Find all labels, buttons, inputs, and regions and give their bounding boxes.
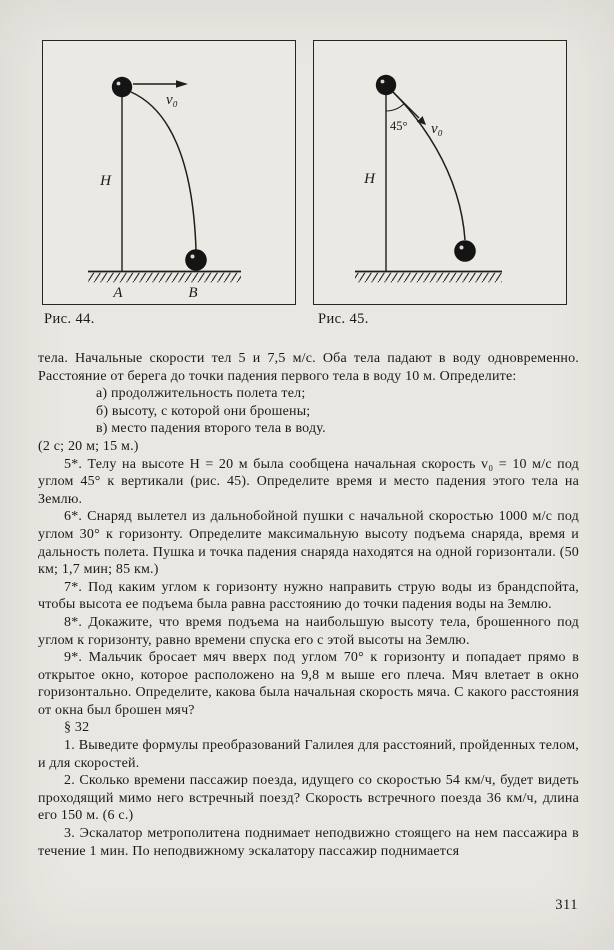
figure-44-caption: Рис. 44.: [44, 311, 95, 327]
list-item-a: а) продолжительность полета тел;: [96, 386, 306, 402]
section32-problem-1: 1. Выведите формулы преобразований Галилея для расстояний, пройденных телом, и для скоростей.: [38, 738, 579, 771]
list-item-v: в) место падения второго тела в воду.: [96, 421, 326, 437]
figure-44: [42, 40, 296, 305]
label-height: H: [364, 171, 375, 187]
list-item-b: б) высоту, с которой они брошены;: [96, 403, 311, 419]
ball-start: [112, 77, 132, 97]
ball-start: [376, 75, 396, 95]
label-v0: v₀: [431, 121, 443, 137]
paragraph-continuation: тела. Начальные скорости тел 5 и 7,5 м/с. Оба тела падают в воду одновременно. Расстояние от берега до точки падения первого тела в воду 10 м. Определите:: [38, 351, 579, 384]
ball-end-highlight: [460, 246, 464, 250]
section32-problem-2: 2. Сколько времени пассажир поезда, идущего со скоростью 54 км/ч, будет видеть проходящий мимо него встречный поезд? Скорость встречного поезда 36 км/ч, длина его 150 м. (6 с.): [38, 773, 579, 824]
problem-5: 5*. Телу на высоте H = 20 м была сообщена начальная скорость v₀ = 10 м/с под углом 45° к вертикали (рис. 45). Определите время и место падения этого тела на Землю.: [38, 456, 579, 507]
trajectory-curve: [131, 92, 196, 250]
angle-arc: [386, 103, 404, 111]
ground-hatching: [88, 273, 241, 283]
label-point-b: B: [188, 285, 198, 301]
page-number: 311: [555, 897, 578, 913]
problem-7: 7*. Под каким углом к горизонту нужно направить струю воды из брандспойта, чтобы высота ее подъема была равна расстоянию до точки падения воды на Землю.: [38, 579, 579, 613]
figure-45-drawing: [314, 41, 564, 303]
problem-9: 9*. Мальчик бросает мяч вверх под углом 70° к горизонту и попадает прямо в открытое окно, которое расположено на 9,8 м выше его плеча. Мяч влетает в окно горизонтально. Определите, какова была начальная скорость мяча. С какого расстояния от окна был брошен мяч?: [38, 650, 579, 718]
trajectory-curve: [393, 92, 465, 240]
problem-8: 8*. Докажите, что время подъема на наибольшую высоту тела, брошенного под углом к горизонту, равно времени спуска его с этой высоты на Землю.: [38, 614, 579, 648]
label-angle: 45°: [390, 119, 408, 133]
answers-line: (2 с; 20 м; 15 м.): [38, 438, 139, 454]
ball-end-highlight: [191, 255, 195, 259]
ball-end: [454, 240, 476, 262]
ball-start-highlight: [381, 80, 385, 84]
label-v0: v₀: [166, 92, 178, 108]
label-height: H: [100, 173, 111, 189]
ball-start-highlight: [117, 82, 121, 86]
section-heading: § 32: [64, 720, 90, 736]
velocity-arrow: [133, 80, 188, 88]
figure-45-caption: Рис. 45.: [318, 311, 369, 327]
section32-problem-3: 3. Эскалатор метрополитена поднимает неподвижно стоящего на нем пассажира в течение 1 мин. По неподвижному эскалатору пассажир поднимается: [38, 826, 579, 859]
problems-text: [38, 350, 579, 860]
label-point-a: A: [113, 285, 123, 301]
figure-45: [313, 40, 567, 305]
problem-6: 6*. Снаряд вылетел из дальнобойной пушки с начальной скоростью 1000 м/с под углом 30° к горизонту. Определите максимальную высоту подъема снаряда, время и дальность полета. Пушка и точка падения снаряда находятся на одной горизонтали. (50 км; 1,7 мин; 85 км.): [38, 509, 579, 578]
ground-hatching: [355, 273, 502, 283]
figure-44-drawing: [43, 41, 294, 303]
ball-end: [185, 249, 207, 271]
figures-row: [42, 40, 567, 305]
